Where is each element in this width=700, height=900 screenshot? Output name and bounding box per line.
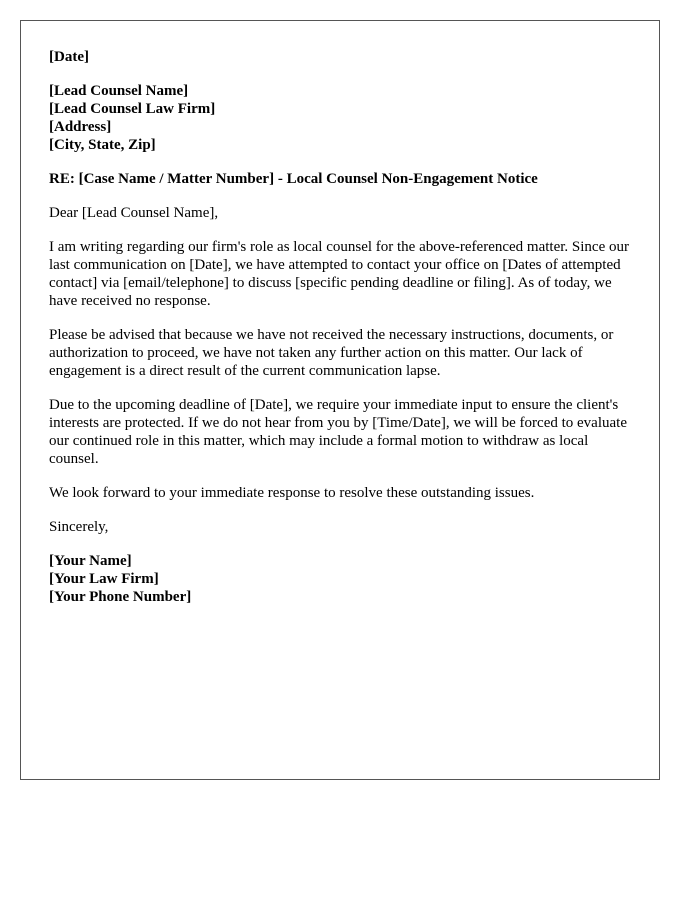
subject-line: RE: [Case Name / Matter Number] - Local Counsel Non-Engagement Notice bbox=[49, 171, 538, 187]
body-paragraph-4: We look forward to your immediate response to resolve these outstanding issues. bbox=[49, 485, 535, 501]
closing: Sincerely, bbox=[49, 519, 109, 535]
salutation: Dear [Lead Counsel Name], bbox=[49, 205, 219, 221]
letter-body bbox=[49, 48, 633, 622]
body-paragraph-1: I am writing regarding our firm's role as local counsel for the above-referenced matter. Since our last communication on [Date], we have attempted to contact your office on [Dates of attempted contact] via [email/telephone] to discuss [specific pending deadline or filing]. As of today, we have received no response. bbox=[49, 239, 629, 309]
recipient-address: [Address] bbox=[49, 119, 112, 135]
body-paragraph-2: Please be advised that because we have not received the necessary instructions, documents, or authorization to proceed, we have not taken any further action on this matter. Our lack of engagement is a direct result of the current communication lapse. bbox=[49, 327, 614, 379]
recipient-city-state-zip: [City, State, Zip] bbox=[49, 137, 156, 153]
signature-phone: [Your Phone Number] bbox=[49, 589, 192, 605]
signature-name: [Your Name] bbox=[49, 553, 132, 569]
body-paragraph-3: Due to the upcoming deadline of [Date], we require your immediate input to ensure the client's interests are protected. If we do not hear from you by [Time/Date], we will be forced to evaluate our continued role in this matter, which may include a formal motion to withdraw as local counsel. bbox=[49, 397, 627, 467]
letter-date: [Date] bbox=[49, 49, 89, 65]
recipient-firm: [Lead Counsel Law Firm] bbox=[49, 101, 216, 117]
signature-firm: [Your Law Firm] bbox=[49, 571, 159, 587]
recipient-name: [Lead Counsel Name] bbox=[49, 83, 189, 99]
letter-page bbox=[20, 20, 660, 780]
signature-block bbox=[49, 552, 633, 606]
recipient-block bbox=[49, 82, 633, 154]
